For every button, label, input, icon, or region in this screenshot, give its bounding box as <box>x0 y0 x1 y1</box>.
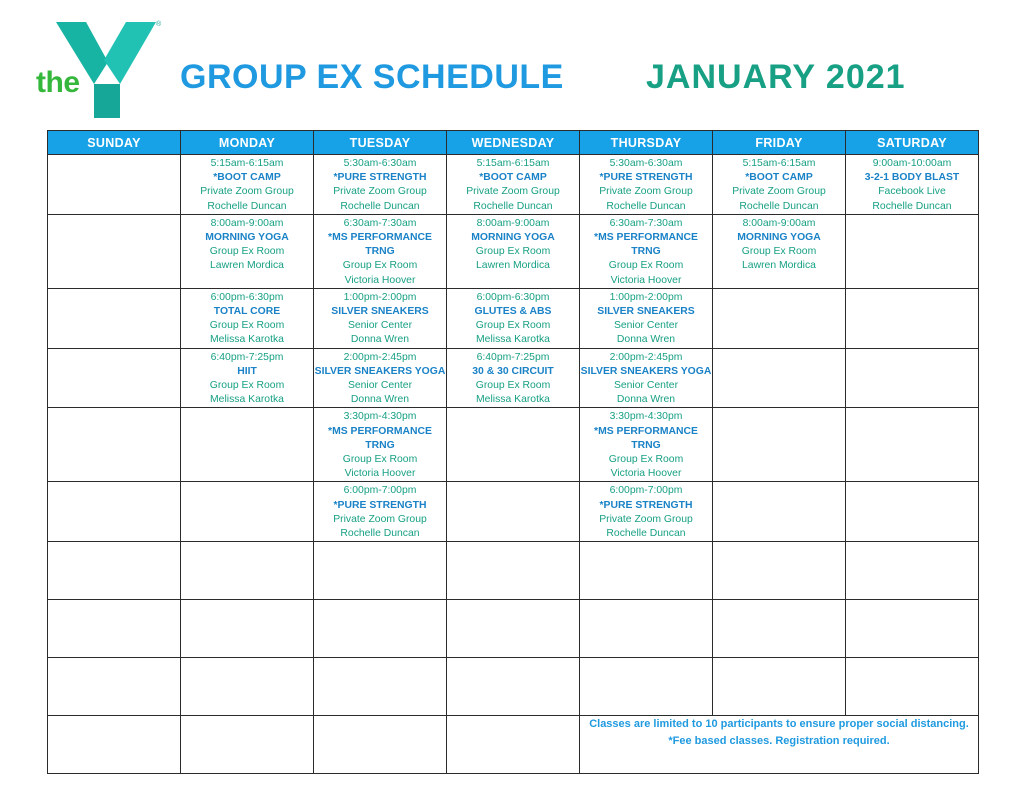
class-time: 2:00pm-2:45pm <box>609 351 683 363</box>
class-instructor: Rochelle Duncan <box>606 528 686 540</box>
class-entry <box>580 289 712 348</box>
day-header-row <box>48 131 979 155</box>
schedule-cell-wednesday <box>447 658 580 716</box>
class-name: *PURE STRENGTH <box>599 172 693 184</box>
class-entry <box>314 349 446 408</box>
schedule-cell-friday <box>713 408 846 482</box>
class-time: 8:00am-9:00am <box>210 217 284 229</box>
class-instructor: Donna Wren <box>350 394 410 406</box>
class-name: *MS PERFORMANCE TRNG <box>594 232 698 258</box>
schedule-cell-monday <box>181 288 314 348</box>
class-time: 1:00pm-2:00pm <box>609 291 683 303</box>
class-time: 6:00pm-6:30pm <box>210 291 284 303</box>
class-entry <box>314 155 446 214</box>
class-room: Private Zoom Group <box>599 513 693 525</box>
schedule-cell-sunday <box>48 482 181 542</box>
class-name: SILVER SNEAKERS YOGA <box>314 365 446 377</box>
schedule-cell-monday <box>181 482 314 542</box>
class-entry <box>846 155 978 214</box>
class-room: Senior Center <box>613 320 679 332</box>
schedule-cell-monday <box>181 348 314 408</box>
schedule-cell-tuesday <box>314 408 447 482</box>
class-room: Private Zoom Group <box>466 186 560 198</box>
logo-the-text: the <box>36 66 80 99</box>
class-time: 5:30am-6:30am <box>609 158 683 169</box>
schedule-cell-friday <box>713 155 846 215</box>
class-instructor: Rochelle Duncan <box>340 200 420 212</box>
schedule-notes <box>580 716 978 750</box>
schedule-cell-thursday <box>580 214 713 288</box>
class-entry <box>713 155 845 214</box>
class-name: HIIT <box>237 365 257 377</box>
schedule-cell-sunday <box>48 600 181 658</box>
schedule-cell-tuesday <box>314 482 447 542</box>
class-time: 8:00am-9:00am <box>476 217 550 229</box>
class-time: 5:15am-6:15am <box>742 158 816 169</box>
class-instructor: Lawren Mordica <box>742 260 816 272</box>
class-room: Senior Center <box>613 380 679 392</box>
class-entry <box>181 349 313 408</box>
class-name: *PURE STRENGTH <box>599 499 693 511</box>
schedule-cell-saturday <box>846 408 979 482</box>
schedule-cell-friday <box>713 214 846 288</box>
class-name: TOTAL CORE <box>213 306 281 318</box>
schedule-cell-saturday <box>846 482 979 542</box>
schedule-cell-wednesday <box>447 408 580 482</box>
class-time: 1:00pm-2:00pm <box>343 291 417 303</box>
schedule-cell-friday <box>713 658 846 716</box>
schedule-cell-thursday <box>580 600 713 658</box>
class-room: Group Ex Room <box>475 380 551 392</box>
class-time: 5:30am-6:30am <box>343 158 417 169</box>
class-instructor: Rochelle Duncan <box>872 200 952 212</box>
day-header-thursday: THURSDAY <box>580 131 713 155</box>
class-name: *MS PERFORMANCE TRNG <box>328 232 432 258</box>
class-room: Group Ex Room <box>209 320 285 332</box>
class-name: *MS PERFORMANCE TRNG <box>594 425 698 451</box>
class-time: 2:00pm-2:45pm <box>343 351 417 363</box>
class-room: Group Ex Room <box>342 260 418 272</box>
class-room: Private Zoom Group <box>200 186 294 198</box>
schedule-cell-saturday <box>846 600 979 658</box>
schedule-row <box>48 408 979 482</box>
class-instructor: Lawren Mordica <box>210 260 284 272</box>
schedule-row <box>48 542 979 600</box>
class-instructor: Rochelle Duncan <box>739 200 819 212</box>
day-header-saturday: SATURDAY <box>846 131 979 155</box>
class-instructor: Melissa Karotka <box>476 334 550 346</box>
schedule-cell-monday <box>181 155 314 215</box>
schedule-body <box>48 155 979 774</box>
schedule-cell-wednesday <box>447 155 580 215</box>
class-entry <box>447 155 579 214</box>
class-instructor: Victoria Hoover <box>610 274 682 286</box>
schedule-row <box>48 658 979 716</box>
schedule-cell-monday <box>181 600 314 658</box>
schedule-row <box>48 155 979 215</box>
schedule-cell-tuesday <box>314 716 447 774</box>
class-room: Private Zoom Group <box>333 186 427 198</box>
class-instructor: Rochelle Duncan <box>207 200 287 212</box>
schedule-cell-sunday <box>48 155 181 215</box>
class-room: Group Ex Room <box>608 454 684 466</box>
schedule-cell-friday <box>713 482 846 542</box>
class-name: *BOOT CAMP <box>745 172 813 184</box>
ymca-logo <box>28 14 178 126</box>
class-name: *BOOT CAMP <box>479 172 547 184</box>
class-instructor: Rochelle Duncan <box>340 528 420 540</box>
schedule-cell-friday <box>713 600 846 658</box>
schedule-cell-friday <box>713 542 846 600</box>
class-entry <box>181 289 313 348</box>
class-name: MORNING YOGA <box>471 232 555 244</box>
day-header-friday: FRIDAY <box>713 131 846 155</box>
class-time: 6:30am-7:30am <box>343 217 417 229</box>
schedule-cell-friday <box>713 288 846 348</box>
class-instructor: Rochelle Duncan <box>606 200 686 212</box>
class-name: *PURE STRENGTH <box>333 499 427 511</box>
class-instructor: Donna Wren <box>616 334 676 346</box>
schedule-cell-monday <box>181 214 314 288</box>
class-time: 8:00am-9:00am <box>742 217 816 229</box>
class-entry <box>580 155 712 214</box>
class-room: Group Ex Room <box>608 260 684 272</box>
class-room: Private Zoom Group <box>599 186 693 198</box>
day-header-monday: MONDAY <box>181 131 314 155</box>
class-time: 6:00pm-7:00pm <box>609 485 683 497</box>
class-instructor: Melissa Karotka <box>210 334 284 346</box>
class-instructor: Victoria Hoover <box>344 468 416 480</box>
schedule-cell-saturday <box>846 348 979 408</box>
ymca-text: YMCA <box>121 87 141 113</box>
class-name: MORNING YOGA <box>205 232 289 244</box>
schedule-table <box>47 130 979 774</box>
class-entry <box>447 289 579 348</box>
note-fee: *Fee based classes. Registration required. <box>668 735 890 748</box>
schedule-cell-tuesday <box>314 600 447 658</box>
class-room: Group Ex Room <box>475 246 551 258</box>
schedule-cell-thursday <box>580 408 713 482</box>
page-title: GROUP EX SCHEDULE <box>180 58 564 96</box>
schedule-row <box>48 214 979 288</box>
schedule-cell-thursday <box>580 155 713 215</box>
class-name: MORNING YOGA <box>737 232 821 244</box>
class-room: Group Ex Room <box>209 380 285 392</box>
schedule-row <box>48 482 979 542</box>
schedule-cell-monday <box>181 542 314 600</box>
class-time: 6:40pm-7:25pm <box>210 351 284 363</box>
schedule-cell-wednesday <box>447 482 580 542</box>
schedule-cell-thursday <box>580 658 713 716</box>
class-name: *MS PERFORMANCE TRNG <box>328 425 432 451</box>
class-room: Group Ex Room <box>741 246 817 258</box>
class-room: Private Zoom Group <box>333 513 427 525</box>
class-instructor: Donna Wren <box>616 394 676 406</box>
schedule-cell-tuesday <box>314 288 447 348</box>
month-title: JANUARY 2021 <box>646 58 906 96</box>
schedule-cell-wednesday <box>447 600 580 658</box>
schedule-cell-sunday <box>48 542 181 600</box>
class-entry <box>314 482 446 541</box>
schedule-cell-monday <box>181 716 314 774</box>
schedule-cell-thursday <box>580 482 713 542</box>
day-header-sunday: SUNDAY <box>48 131 181 155</box>
class-name: *BOOT CAMP <box>213 172 281 184</box>
schedule-cell-friday <box>713 348 846 408</box>
class-entry <box>314 408 446 481</box>
svg-text:®: ® <box>156 21 162 28</box>
schedule-cell-saturday <box>846 288 979 348</box>
schedule-cell-monday <box>181 408 314 482</box>
schedule-cell-wednesday <box>447 214 580 288</box>
class-instructor: Melissa Karotka <box>476 394 550 406</box>
schedule-cell-wednesday <box>447 542 580 600</box>
schedule-cell-sunday <box>48 214 181 288</box>
class-instructor: Lawren Mordica <box>476 260 550 272</box>
schedule-cell-monday <box>181 658 314 716</box>
schedule-row <box>48 716 979 774</box>
schedule-cell-sunday <box>48 348 181 408</box>
schedule-row <box>48 288 979 348</box>
schedule-cell-wednesday <box>447 348 580 408</box>
schedule-row <box>48 600 979 658</box>
schedule-cell-sunday <box>48 658 181 716</box>
schedule-cell-sunday <box>48 716 181 774</box>
class-entry <box>580 349 712 408</box>
note-capacity: Classes are limited to 10 participants to ensure proper social distancing. <box>589 718 969 731</box>
class-entry <box>447 349 579 408</box>
class-instructor: Victoria Hoover <box>610 468 682 480</box>
class-time: 3:30pm-4:30pm <box>609 411 683 423</box>
class-name: GLUTES & ABS <box>474 306 552 318</box>
schedule-row <box>48 348 979 408</box>
class-entry <box>314 289 446 348</box>
class-entry <box>314 215 446 288</box>
schedule-cell-saturday <box>846 658 979 716</box>
schedule-cell-tuesday <box>314 348 447 408</box>
schedule-cell-sunday <box>48 288 181 348</box>
class-entry <box>713 215 845 274</box>
schedule-cell-thursday <box>580 542 713 600</box>
schedule-cell-thursday <box>580 348 713 408</box>
class-entry <box>580 215 712 288</box>
class-entry <box>447 215 579 274</box>
class-time: 5:15am-6:15am <box>476 158 550 169</box>
class-time: 6:40pm-7:25pm <box>476 351 550 363</box>
schedule-cell-sunday <box>48 408 181 482</box>
class-time: 6:30am-7:30am <box>609 217 683 229</box>
schedule-cell-wednesday <box>447 288 580 348</box>
class-room: Senior Center <box>347 320 413 332</box>
class-room: Facebook Live <box>878 186 946 198</box>
class-entry <box>181 215 313 274</box>
schedule-cell-tuesday <box>314 155 447 215</box>
class-room: Senior Center <box>347 380 413 392</box>
class-name: *PURE STRENGTH <box>333 172 427 184</box>
notes-cell <box>580 716 979 774</box>
schedule-cell-tuesday <box>314 542 447 600</box>
class-name: 3-2-1 BODY BLAST <box>864 172 960 184</box>
class-entry <box>580 482 712 541</box>
class-room: Private Zoom Group <box>732 186 826 198</box>
schedule-cell-wednesday <box>447 716 580 774</box>
class-instructor: Rochelle Duncan <box>473 200 553 212</box>
class-time: 9:00am-10:00am <box>872 158 952 169</box>
class-time: 6:00pm-6:30pm <box>476 291 550 303</box>
class-name: 30 & 30 CIRCUIT <box>472 365 554 377</box>
class-time: 3:30pm-4:30pm <box>343 411 417 423</box>
day-header-wednesday: WEDNESDAY <box>447 131 580 155</box>
day-header-tuesday: TUESDAY <box>314 131 447 155</box>
class-room: Group Ex Room <box>209 246 285 258</box>
schedule-cell-saturday <box>846 155 979 215</box>
class-instructor: Donna Wren <box>350 334 410 346</box>
schedule-cell-saturday <box>846 214 979 288</box>
schedule-cell-tuesday <box>314 214 447 288</box>
class-entry <box>580 408 712 481</box>
class-instructor: Victoria Hoover <box>344 274 416 286</box>
class-name: SILVER SNEAKERS <box>597 306 695 318</box>
class-entry <box>181 155 313 214</box>
class-time: 5:15am-6:15am <box>210 158 284 169</box>
schedule-cell-saturday <box>846 542 979 600</box>
class-time: 6:00pm-7:00pm <box>343 485 417 497</box>
schedule-cell-tuesday <box>314 658 447 716</box>
class-instructor: Melissa Karotka <box>210 394 284 406</box>
class-name: SILVER SNEAKERS <box>331 306 429 318</box>
class-name: SILVER SNEAKERS YOGA <box>580 365 712 377</box>
schedule-cell-thursday <box>580 288 713 348</box>
class-room: Group Ex Room <box>475 320 551 332</box>
class-room: Group Ex Room <box>342 454 418 466</box>
